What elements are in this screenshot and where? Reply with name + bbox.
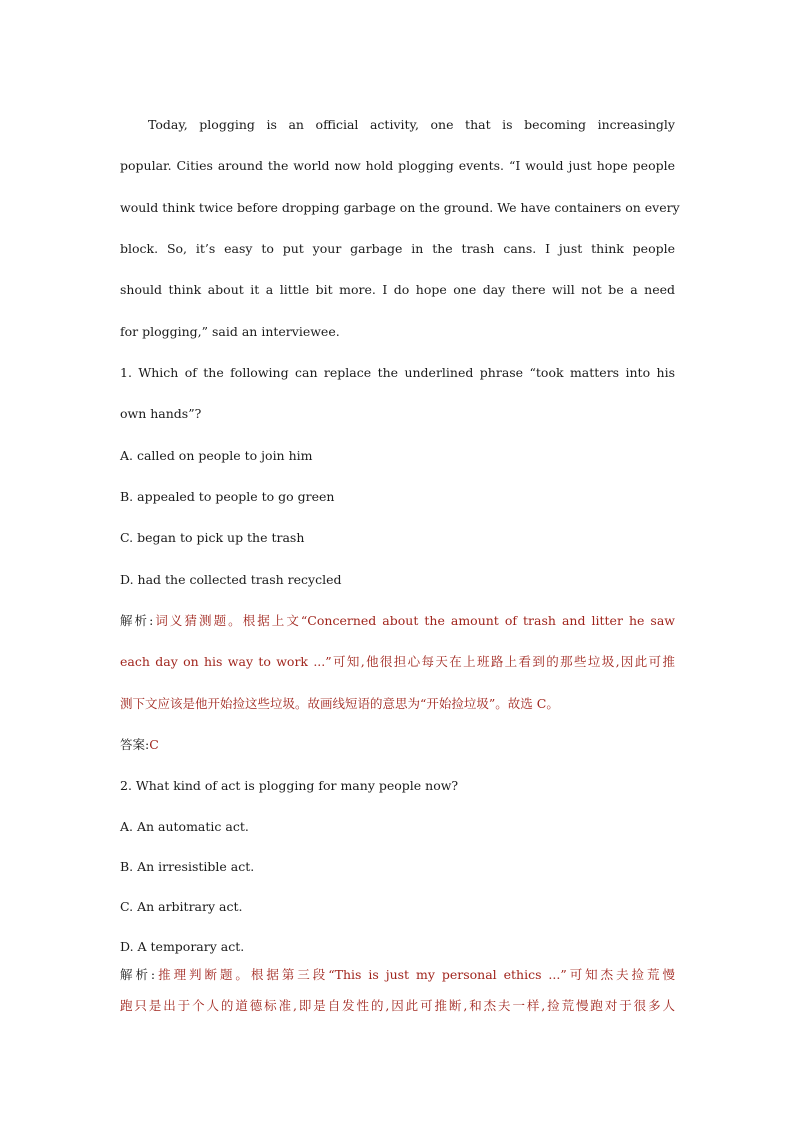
analysis-label: 解析: [120,967,156,982]
answer-value: C [149,737,159,752]
analysis-line: 跑只是出于个人的道德标准,即是自发性的,因此可推断,和杰夫一样,捡荒慢跑对于很多人 [120,998,675,1013]
question-stem: 1. Which of the following can replace the underlined phrase “took matters into his [120,365,675,380]
passage-line: block. So, it’s easy to put your garbage in the trash cans. I just think people [120,241,675,256]
analysis-label: 解析: [120,613,154,628]
passage-line: should think about it a little bit more. I do hope one day there will not be a need [120,282,675,297]
analysis-text: 词义猜测题。根据上文“Concerned about the amount of trash and litter he saw [153,613,675,628]
option-b: B. appealed to people to go green [120,489,335,504]
option-d: D. had the collected trash recycled [120,572,342,587]
passage-line: popular. Cities around the world now hold plogging events. “I would just hope people [120,158,675,173]
option-a: A. called on people to join him [120,448,313,463]
analysis-text: 推理判断题。根据第三段“This is just my personal ethics ...”可知杰夫捡荒慢 [155,967,675,982]
option-a: A. An automatic act. [120,819,249,834]
answer-line [120,737,675,753]
passage-line: Today, plogging is an official activity, one that is becoming increasingly [148,117,675,132]
answer-label: 答案: [120,737,150,752]
option-b: B. An irresistible act. [120,859,255,874]
analysis-line [120,967,675,983]
analysis-line: each day on his way to work ...”可知,他很担心每天在上班路上看到的那些垃圾,因此可推 [120,654,675,669]
question-stem: 2. What kind of act is plogging for many people now? [120,778,459,793]
passage-line: would think twice before dropping garbage on the ground. We have containers on every [120,200,680,215]
passage-line: for plogging,” said an interviewee. [120,324,340,339]
option-c: C. An arbitrary act. [120,899,243,914]
analysis-line [120,613,675,629]
option-d: D. A temporary act. [120,939,245,954]
analysis-line: 测下文应该是他开始捡这些垃圾。故画线短语的意思为“开始捡垃圾”。故选 C。 [120,696,559,711]
question-stem: own hands”? [120,406,202,421]
option-c: C. began to pick up the trash [120,530,305,545]
